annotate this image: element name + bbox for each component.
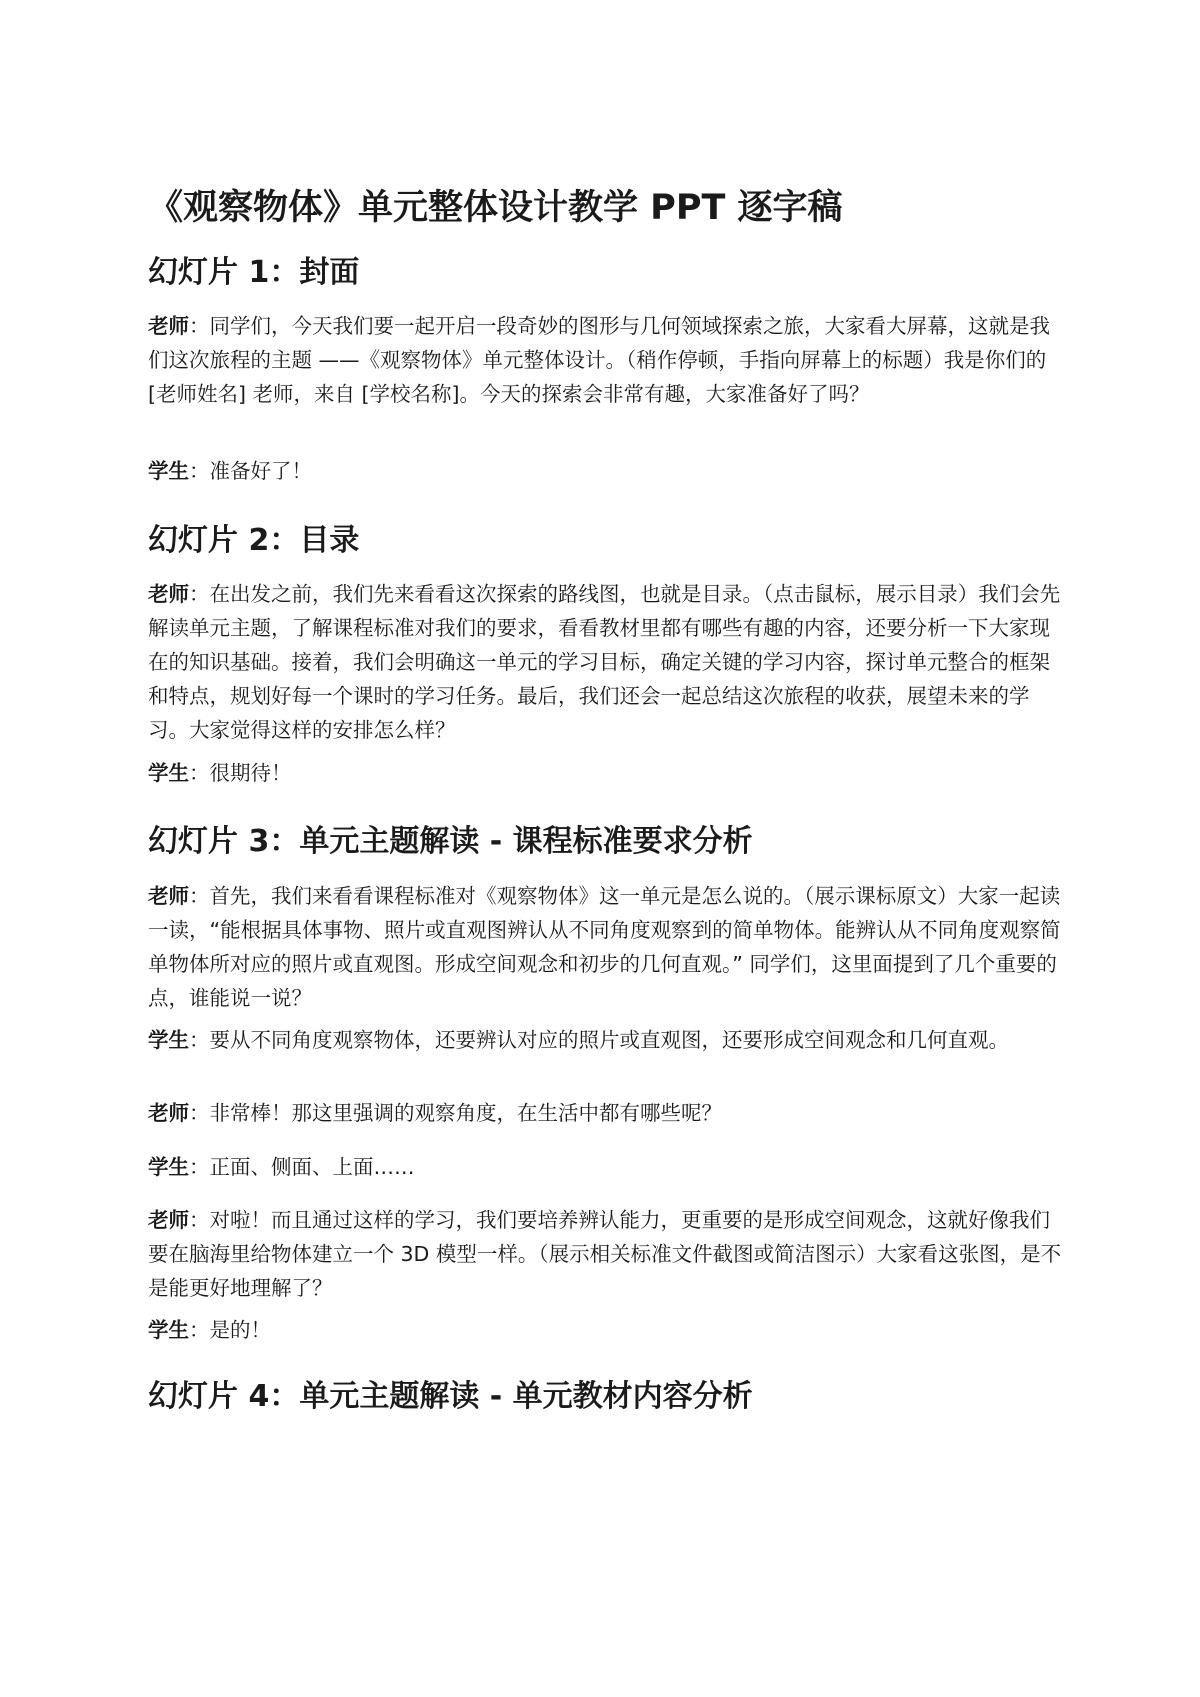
dialogue-paragraph — [148, 1313, 1068, 1347]
speaker-label: 老师 — [148, 1101, 189, 1125]
speaker-label: 学生 — [148, 459, 189, 483]
speaker-label: 学生 — [148, 1318, 189, 1342]
dialogue-text: ：很期待！ — [189, 761, 292, 785]
dialogue-text: ：在出发之前，我们先来看看这次探索的路线图，也就是目录。（点击鼠标，展示目录）我们会先解读单元主题，了解课程标准对我们的要求，看看教材里都有哪些有趣的内容，还要分析一下大家现在的知识基础。接着，我们会明确这一单元的学习目标，确定关键的学习内容，探讨单元整合的框架和特点，规划好每一个课时的学习任务。最后，我们还会一起总结这次旅程的收获，展望未来的学习。大家觉得这样的安排怎么样？ — [148, 582, 1061, 742]
speaker-label: 学生 — [148, 761, 189, 785]
document-title: 《观察物体》单元整体设计教学 PPT 逐字稿 — [148, 188, 843, 228]
slide-heading-1: 幻灯片 1：封面 — [148, 255, 360, 290]
speaker-label: 老师 — [148, 884, 189, 908]
speaker-label: 老师 — [148, 314, 189, 338]
dialogue-text: ：准备好了！ — [189, 459, 312, 483]
speaker-label: 老师 — [148, 1208, 189, 1232]
dialogue-paragraph — [148, 1150, 1068, 1184]
dialogue-text: ：正面、侧面、上面…… — [189, 1155, 415, 1179]
speaker-label: 学生 — [148, 1155, 189, 1179]
dialogue-paragraph — [148, 1203, 1068, 1305]
dialogue-text: ：是的！ — [189, 1318, 271, 1342]
dialogue-text: ：首先，我们来看看课程标准对《观察物体》这一单元是怎么说的。（展示课标原文）大家一起读一读，“能根据具体事物、照片或直观图辨认从不同角度观察到的简单物体。能辨认从不同角度观察简单物体所对应的照片或直观图。形成空间观念和初步的几何直观。” 同学们，这里面提到了几个重要的点，谁能说一说？ — [148, 884, 1061, 1010]
slide-heading-3: 幻灯片 3：单元主题解读 - 课程标准要求分析 — [148, 824, 753, 859]
dialogue-text: ：对啦！而且通过这样的学习，我们要培养辨认能力，更重要的是形成空间观念，这就好像我们要在脑海里给物体建立一个 3D 模型一样。（展示相关标准文件截图或简洁图示）大家看这张图，是不是能更好地理解了？ — [148, 1208, 1062, 1300]
speaker-label: 老师 — [148, 582, 189, 606]
dialogue-paragraph — [148, 309, 1068, 411]
dialogue-paragraph — [148, 577, 1068, 747]
dialogue-text: ：同学们，今天我们要一起开启一段奇妙的图形与几何领域探索之旅，大家看大屏幕，这就是我们这次旅程的主题 ——《观察物体》单元整体设计。（稍作停顿，手指向屏幕上的标题）我是你们的 [老师姓名] 老师，来自 [学校名称]。今天的探索会非常有趣，大家准备好了吗？ — [148, 314, 1050, 406]
dialogue-paragraph — [148, 879, 1068, 1015]
dialogue-paragraph — [148, 1096, 1068, 1130]
dialogue-paragraph — [148, 454, 1068, 488]
slide-heading-4: 幻灯片 4：单元主题解读 - 单元教材内容分析 — [148, 1379, 753, 1414]
dialogue-text: ：非常棒！那这里强调的观察角度，在生活中都有哪些呢？ — [189, 1101, 722, 1125]
speaker-label: 学生 — [148, 1028, 189, 1052]
dialogue-paragraph — [148, 1023, 1068, 1057]
slide-heading-2: 幻灯片 2：目录 — [148, 523, 360, 558]
dialogue-text: ：要从不同角度观察物体，还要辨认对应的照片或直观图，还要形成空间观念和几何直观。 — [189, 1028, 1009, 1052]
dialogue-paragraph — [148, 756, 1068, 790]
